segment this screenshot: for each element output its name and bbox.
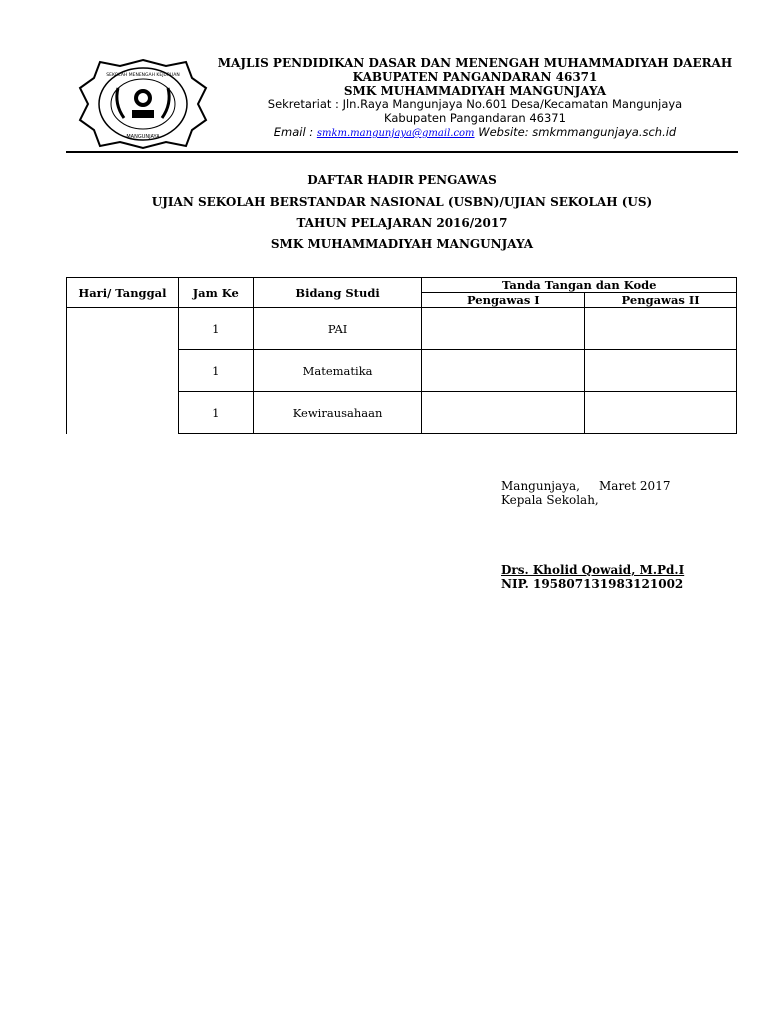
supervisor-2-signature-cell: [585, 350, 737, 392]
letterhead: [210, 56, 740, 141]
letterhead-contact: [210, 125, 740, 141]
letterhead-divider: [66, 151, 738, 153]
academic-year: TAHUN PELAJARAN 2016/2017: [296, 216, 508, 230]
signer-position: Kepala Sekolah,: [501, 493, 599, 507]
supervisor-1-signature-cell: [422, 350, 585, 392]
svg-text:MANGUNJAYA: MANGUNJAYA: [126, 134, 160, 140]
header-subject: Bidang Studi: [253, 278, 422, 308]
website-text: Website: smkmmangunjaya.sch.id: [474, 125, 677, 139]
signer-name: Drs. Kholid Qowaid, M.Pd.I: [501, 563, 685, 577]
signer-nip: NIP. 195807131983121002: [501, 577, 684, 591]
school-logo: [78, 58, 208, 150]
attendance-table: [66, 277, 737, 434]
email-link[interactable]: smkm.mangunjaya@gmail.com: [316, 128, 475, 139]
header-signature: Tanda Tangan dan Kode: [422, 278, 737, 293]
letterhead-address: Sekretariat : Jln.Raya Mangunjaya No.601 Desa/Kecamatan Mangunjaya: [267, 97, 683, 111]
document-title: DAFTAR HADIR PENGAWAS: [307, 173, 497, 187]
place-date: Mangunjaya, Maret 2017: [501, 479, 671, 493]
header-supervisor-2: Pengawas II: [585, 293, 737, 308]
letterhead-line-organization: MAJLIS PENDIDIKAN DASAR DAN MENENGAH MUHAMMADIYAH DAERAH: [217, 56, 733, 70]
header-supervisor-1: Pengawas I: [422, 293, 585, 308]
subject-cell: Matematika: [253, 350, 422, 392]
school-name: SMK MUHAMMADIYAH MANGUNJAYA: [270, 237, 534, 251]
letterhead-line-school: SMK MUHAMMADIYAH MANGUNJAYA: [343, 84, 607, 98]
supervisor-2-signature-cell: [585, 392, 737, 434]
exam-title: UJIAN SEKOLAH BERSTANDAR NASIONAL (USBN)/UJIAN SEKOLAH (US): [151, 195, 653, 209]
table-row: [67, 308, 737, 350]
period-cell: 1: [178, 350, 253, 392]
supervisor-1-signature-cell: [422, 392, 585, 434]
header-day-date: Hari/ Tanggal: [67, 278, 179, 308]
email-label: Email :: [273, 125, 317, 139]
header-period: Jam Ke: [178, 278, 253, 308]
subject-cell: PAI: [253, 308, 422, 350]
day-date-cell: [67, 308, 179, 434]
subject-cell: Kewirausahaan: [253, 392, 422, 434]
supervisor-2-signature-cell: [585, 308, 737, 350]
svg-text:SEKOLAH MENENGAH KEJURUAN: SEKOLAH MENENGAH KEJURUAN: [106, 73, 180, 78]
period-cell: 1: [178, 308, 253, 350]
supervisor-1-signature-cell: [422, 308, 585, 350]
period-cell: 1: [178, 392, 253, 434]
letterhead-address-2: Kabupaten Pangandaran 46371: [384, 110, 566, 125]
letterhead-line-region: KABUPATEN PANGANDARAN 46371: [352, 70, 598, 84]
